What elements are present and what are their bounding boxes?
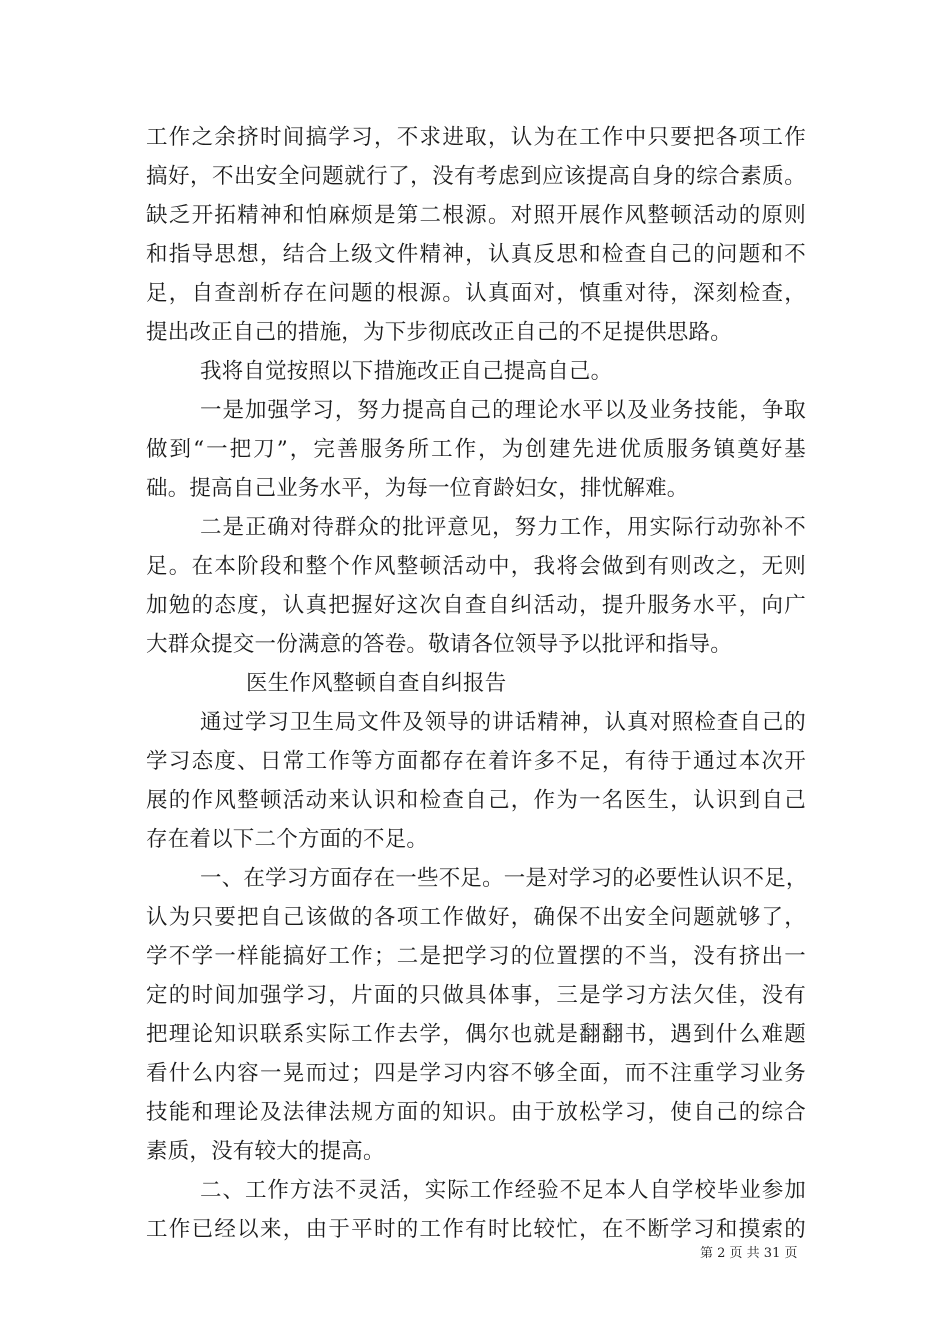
text-line: 做到“一把刀”，完善服务所工作，为创建先进优质服务镇奠好基: [146, 437, 806, 462]
text-line: 技能和理论及法律法规方面的知识。由于放松学习，使自己的综合: [146, 1100, 806, 1125]
text-line: 一、在学习方面存在一些不足。一是对学习的必要性认识不足，: [200, 866, 808, 891]
text-line: 加勉的态度，认真把握好这次自查自纠活动，提升服务水平，向广: [146, 593, 806, 618]
text-line: 定的时间加强学习，片面的只做具体事，三是学习方法欠佳，没有: [146, 983, 806, 1008]
text-line: 通过学习卫生局文件及领导的讲话精神，认真对照检查自己的: [200, 710, 806, 735]
text-line: 础。提高自己业务水平，为每一位育龄妇女，排忧解难。: [146, 476, 689, 501]
text-line: 二、工作方法不灵活，实际工作经验不足本人自学校毕业参加: [200, 1178, 806, 1203]
page-number: 第 2 页 共 31 页: [700, 1246, 798, 1261]
text-line: 认为只要把自己该做的各项工作做好，确保不出安全问题就够了，: [146, 905, 806, 930]
text-line: 和指导思想，结合上级文件精神，认真反思和检查自己的问题和不: [146, 242, 806, 267]
text-line: 学不学一样能搞好工作；二是把学习的位置摆的不当，没有挤出一: [146, 944, 806, 969]
text-line: 一是加强学习，努力提高自己的理论水平以及业务技能，争取: [200, 398, 806, 423]
text-line: 工作之余挤时间搞学习，不求进取，认为在工作中只要把各项工作: [146, 125, 806, 150]
text-line: 存在着以下二个方面的不足。: [146, 827, 429, 852]
text-line: 缺乏开拓精神和怕麻烦是第二根源。对照开展作风整顿活动的原则: [146, 203, 806, 228]
text-line: 看什么内容一晃而过；四是学习内容不够全面，而不注重学习业务: [146, 1061, 806, 1086]
document-body: [146, 118, 806, 1249]
text-line: 把理论知识联系实际工作去学，偶尔也就是翻翻书，遇到什么难题: [146, 1022, 806, 1047]
text-line: 足。在本阶段和整个作风整顿活动中，我将会做到有则改之，无则: [146, 554, 806, 579]
text-line: 搞好，不出安全问题就行了，没有考虑到应该提高自身的综合素质。: [146, 164, 806, 189]
text-line: 我将自觉按照以下措施改正自己提高自己。: [200, 359, 613, 384]
text-line: 提出改正自己的措施，为下步彻底改正自己的不足提供思路。: [146, 320, 732, 345]
text-line: 工作已经以来，由于平时的工作有时比较忙，在不断学习和摸索的: [146, 1217, 806, 1242]
text-line: 学习态度、日常工作等方面都存在着许多不足，有待于通过本次开: [146, 749, 806, 774]
section-heading: 医生作风整顿自查自纠报告: [246, 671, 507, 696]
text-line: 大群众提交一份满意的答卷。敬请各位领导予以批评和指导。: [146, 632, 732, 657]
text-line: 素质，没有较大的提高。: [146, 1139, 385, 1164]
text-line: 二是正确对待群众的批评意见，努力工作，用实际行动弥补不: [200, 515, 806, 540]
text-line: 足，自查剖析存在问题的根源。认真面对，慎重对待，深刻检查，: [146, 281, 806, 306]
text-line: 展的作风整顿活动来认识和检查自己，作为一名医生，认识到自己: [146, 788, 806, 813]
